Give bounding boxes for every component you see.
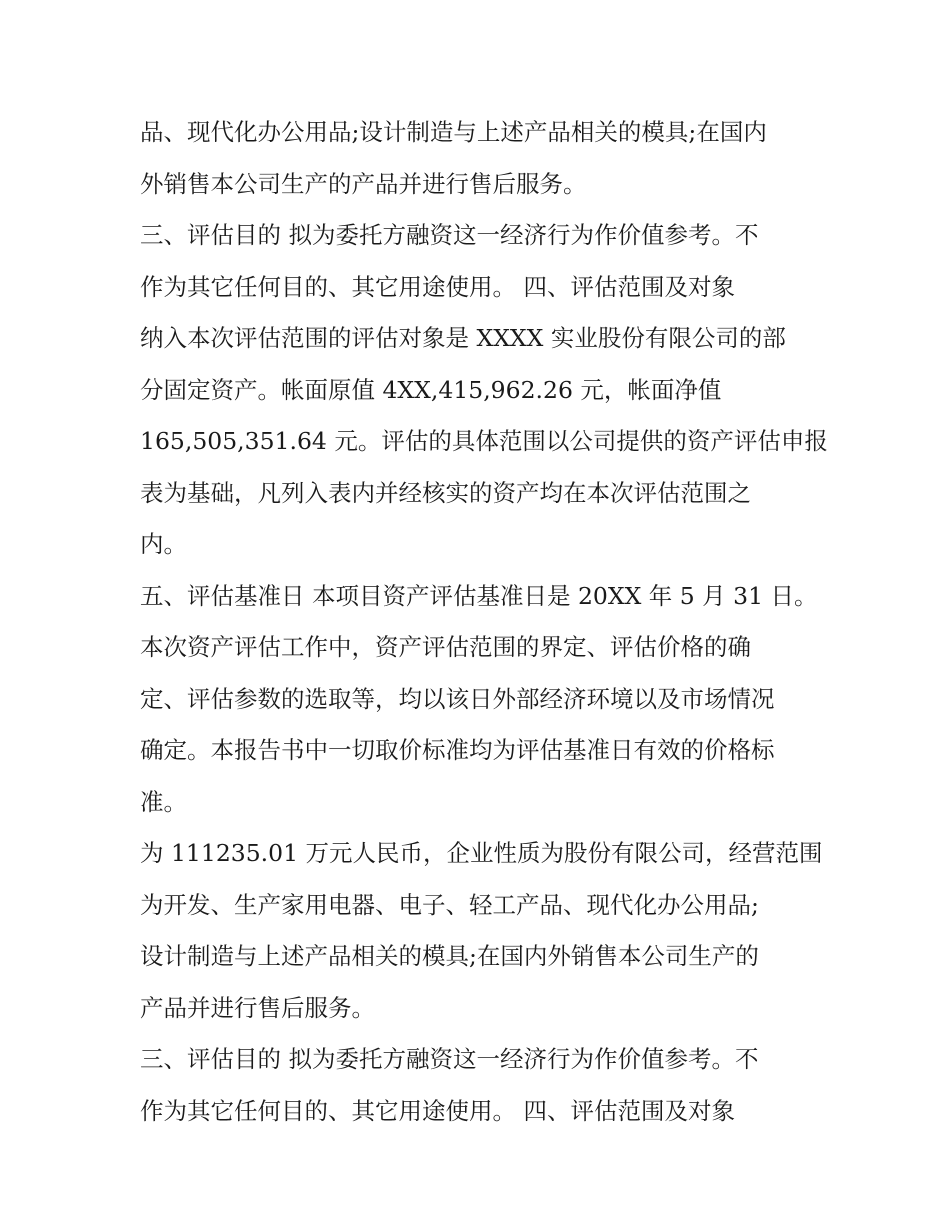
text-line: 纳入本次评估范围的评估对象是 XXXX 实业股份有限公司的部 bbox=[140, 324, 786, 352]
text-line: 为 111235.01 万元人民币，企业性质为股份有限公司，经营范围 bbox=[140, 839, 823, 867]
text-line: 内。 bbox=[140, 530, 187, 558]
text-line: 三、评估目的 拟为委托方融资这一经济行为作价值参考。不 bbox=[140, 1045, 759, 1073]
text-line: 准。 bbox=[140, 787, 187, 816]
document-body bbox=[140, 107, 828, 1137]
text-line: 作为其它任何目的、其它用途使用。 四、评估范围及对象 bbox=[140, 1096, 735, 1125]
text-line: 外销售本公司生产的产品并进行售后服务。 bbox=[140, 169, 587, 198]
text-line: 本次资产评估工作中，资产评估范围的界定、评估价格的确 bbox=[140, 633, 751, 661]
text-line: 分固定资产。帐面原值 4XX,415,962.26 元，帐面净值 bbox=[140, 375, 722, 404]
text-line: 设计制造与上述产品相关的模具;在国内外销售本公司生产的 bbox=[140, 942, 759, 970]
text-line: 三、评估目的 拟为委托方融资这一经济行为作价值参考。不 bbox=[140, 221, 759, 249]
text-line: 品、现代化办公用品;设计制造与上述产品相关的模具;在国内 bbox=[140, 118, 767, 146]
text-line: 产品并进行售后服务。 bbox=[140, 993, 375, 1022]
text-line: 作为其它任何目的、其它用途使用。 四、评估范围及对象 bbox=[140, 272, 735, 301]
text-line: 定、评估参数的选取等，均以该日外部经济环境以及市场情况 bbox=[140, 684, 775, 713]
text-line: 165,505,351.64 元。评估的具体范围以公司提供的资产评估申报 bbox=[140, 427, 828, 455]
text-line: 五、评估基准日 本项目资产评估基准日是 20XX 年 5 月 31 日。 bbox=[140, 581, 818, 610]
text-line: 确定。本报告书中一切取价标准均为评估基准日有效的价格标 bbox=[140, 736, 775, 764]
text-line: 表为基础，凡列入表内并经核实的资产均在本次评估范围之 bbox=[140, 478, 751, 507]
text-line: 为开发、生产家用电器、电子、轻工产品、现代化办公用品; bbox=[140, 890, 759, 919]
